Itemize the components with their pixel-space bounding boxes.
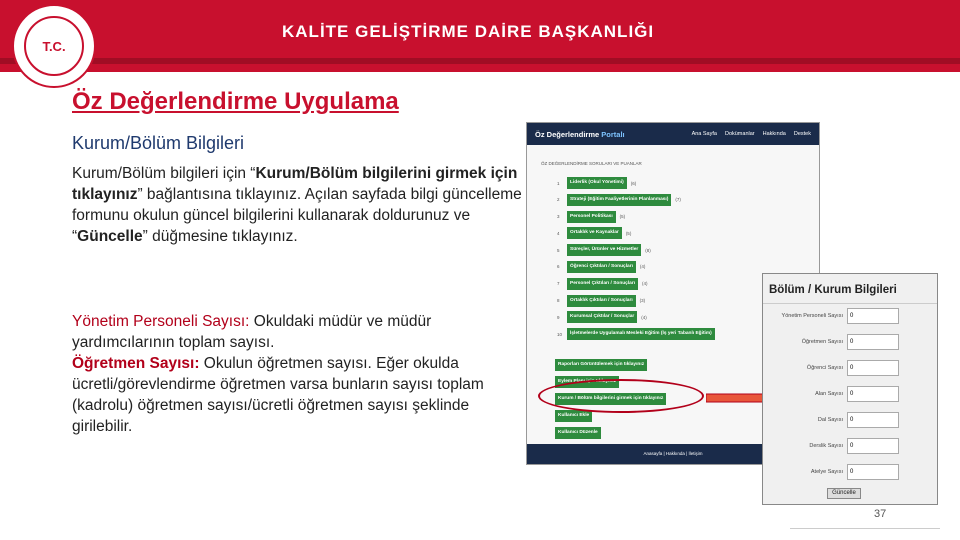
menu-button[interactable]: Kurumsal Çıktılar / Sonuçlar xyxy=(567,311,637,323)
definitions-paragraph xyxy=(72,311,522,437)
action-plan-button[interactable]: Eylem Planı için tıklayınız xyxy=(555,376,619,388)
form-row xyxy=(763,436,939,456)
menu-num: 7 xyxy=(557,281,560,287)
update-button[interactable]: Güncelle xyxy=(827,488,861,499)
criteria-menu xyxy=(557,177,757,345)
institution-form-screenshot xyxy=(762,273,938,505)
menu-num: 1 xyxy=(557,180,560,186)
portal-brand-text: Öz Değerlendirme xyxy=(535,129,600,139)
menu-item xyxy=(557,194,757,206)
menu-item xyxy=(557,328,757,340)
portal-brand[interactable] xyxy=(535,130,625,139)
menu-item xyxy=(557,244,757,256)
nav-support[interactable]: Destek xyxy=(793,131,811,137)
para1-bold-button-name: Güncelle xyxy=(77,228,143,245)
page-divider xyxy=(790,528,940,529)
menu-button[interactable]: Öğrenci Çıktıları / Sonuçları xyxy=(567,261,636,273)
institution-info-button[interactable]: Kurum / Bölüm bilgilerini girmek için tıklayınız xyxy=(555,393,666,405)
def-label-teacher: Öğretmen Sayısı: xyxy=(72,355,200,372)
teacher-count-input[interactable]: 0 xyxy=(847,334,899,350)
menu-button[interactable]: Strateji (Eğitim Faaliyetlerinin Planlanması) xyxy=(567,194,671,206)
menu-count: (4) xyxy=(641,314,647,320)
page-number: 37 xyxy=(874,508,887,520)
menu-count: (6) xyxy=(630,180,637,186)
menu-button[interactable]: Personel Politikası xyxy=(567,211,616,223)
student-count-input[interactable]: 0 xyxy=(847,360,899,376)
menu-count: (5) xyxy=(619,214,626,220)
nav-documents[interactable]: Dokümanlar xyxy=(724,131,755,137)
field-label: Dal Sayısı xyxy=(817,417,843,423)
menu-item xyxy=(557,227,757,239)
field-label: Öğrenci Sayısı xyxy=(806,365,843,371)
menu-item xyxy=(557,211,757,223)
field-count-input[interactable]: 0 xyxy=(847,386,899,402)
para1-text-3: ” düğmesine tıklayınız. xyxy=(142,228,298,245)
classroom-count-input[interactable]: 0 xyxy=(847,438,899,454)
menu-item xyxy=(557,278,757,290)
field-label: Öğretmen Sayısı xyxy=(801,339,843,345)
form-row xyxy=(763,306,939,326)
menu-num: 6 xyxy=(557,264,560,270)
menu-button[interactable]: Süreçler, Ürünler ve Hizmetler xyxy=(567,244,641,256)
header-stripe xyxy=(0,58,960,64)
management-count-input[interactable]: 0 xyxy=(847,308,899,324)
menu-button[interactable]: İşletmelerde Uygulamalı Mesleki Eğitim (İş yeri Tabanlı Eğitim) xyxy=(567,328,715,340)
meb-logo xyxy=(12,4,96,88)
menu-item xyxy=(557,311,757,323)
form-row xyxy=(763,462,939,482)
menu-item xyxy=(557,261,757,273)
header-title: KALİTE GELİŞTİRME DAİRE BAŞKANLIĞI xyxy=(282,22,655,41)
menu-num: 10 xyxy=(557,331,563,337)
def-label-management: Yönetim Personeli Sayısı: xyxy=(72,313,250,330)
edit-user-button[interactable]: Kullanıcı Düzenle xyxy=(555,427,601,439)
field-label: Alan Sayısı xyxy=(815,391,843,397)
menu-count: (8) xyxy=(645,247,651,253)
menu-item xyxy=(557,295,757,307)
field-label: Derslik Sayısı xyxy=(809,443,843,449)
form-row xyxy=(763,384,939,404)
instruction-paragraph xyxy=(72,163,522,247)
menu-button[interactable]: Liderlik (Okul Yönetimi) xyxy=(567,177,627,189)
menu-item xyxy=(557,177,757,189)
form-title: Bölüm / Kurum Bilgileri xyxy=(763,274,937,304)
portal-topbar xyxy=(527,123,819,145)
menu-count: (3) xyxy=(639,298,646,304)
def-text-teacher: Okulun öğretmen sayısı. Eğer okulda ücretli/görevlendirme öğretmen varsa bunların sayısı toplam (kadrolu) öğretmen sayısı/ücretli öğretmen sayısı şeklinde girilebilir. xyxy=(72,355,484,435)
field-label: Atelye Sayısı xyxy=(810,469,843,475)
form-row xyxy=(763,358,939,378)
menu-button[interactable]: Personel Çıktıları / Sonuçları xyxy=(567,278,638,290)
menu-button[interactable]: Ortaklık Çıktıları / Sonuçları xyxy=(567,295,636,307)
menu-count: (5) xyxy=(625,230,632,236)
portal-footer: Anasayfa | Hakkında | İletişim xyxy=(527,444,819,464)
nav-about[interactable]: Hakkında xyxy=(762,131,786,137)
workshop-count-input[interactable]: 0 xyxy=(847,464,899,480)
def-text-management: Okuldaki müdür ve müdür yardımcılarının toplam sayısı. xyxy=(72,313,432,351)
branch-count-input[interactable]: 0 xyxy=(847,412,899,428)
field-label: Yönetim Personeli Sayısı xyxy=(781,313,843,319)
menu-num: 2 xyxy=(557,197,560,203)
form-row xyxy=(763,410,939,430)
reports-button[interactable]: Raporları Görüntülemek için tıklayınız xyxy=(555,359,647,371)
portal-heading: ÖZ DEĞERLENDİRME SORULARI VE PUANLAR xyxy=(541,161,642,166)
menu-button[interactable]: Ortaklık ve Kaynaklar xyxy=(567,227,622,239)
portal-nav xyxy=(692,131,811,137)
menu-num: 9 xyxy=(557,314,560,320)
para1-text-1: Kurum/Bölüm bilgileri için “ xyxy=(72,165,256,182)
menu-num: 5 xyxy=(557,247,560,253)
para1-bold-link-name: Kurum/Bölüm bilgilerini girmek için tıklayınız xyxy=(72,165,518,203)
menu-count: (4) xyxy=(639,264,646,270)
page-title: Öz Değerlendirme Uygulama xyxy=(72,88,399,115)
menu-num: 8 xyxy=(557,298,560,304)
highlight-oval xyxy=(538,379,704,413)
nav-home[interactable]: Ana Sayfa xyxy=(691,131,717,137)
form-row xyxy=(763,332,939,352)
portal-brand-accent: Portalı xyxy=(601,129,625,139)
section-subtitle: Kurum/Bölüm Bilgileri xyxy=(72,133,245,153)
menu-count: (4) xyxy=(642,281,648,287)
para1-text-2: ” bağlantısına tıklayınız. Açılan sayfada bilgi güncelleme formunu okulun güncel bilgilerini kullanarak doldurunuz ve “ xyxy=(72,186,522,245)
menu-num: 4 xyxy=(557,230,560,236)
logo-emblem: T.C. xyxy=(24,16,84,76)
menu-num: 3 xyxy=(557,214,560,220)
add-user-button[interactable]: Kullanıcı Ekle xyxy=(555,410,592,422)
menu-count: (7) xyxy=(675,197,681,203)
